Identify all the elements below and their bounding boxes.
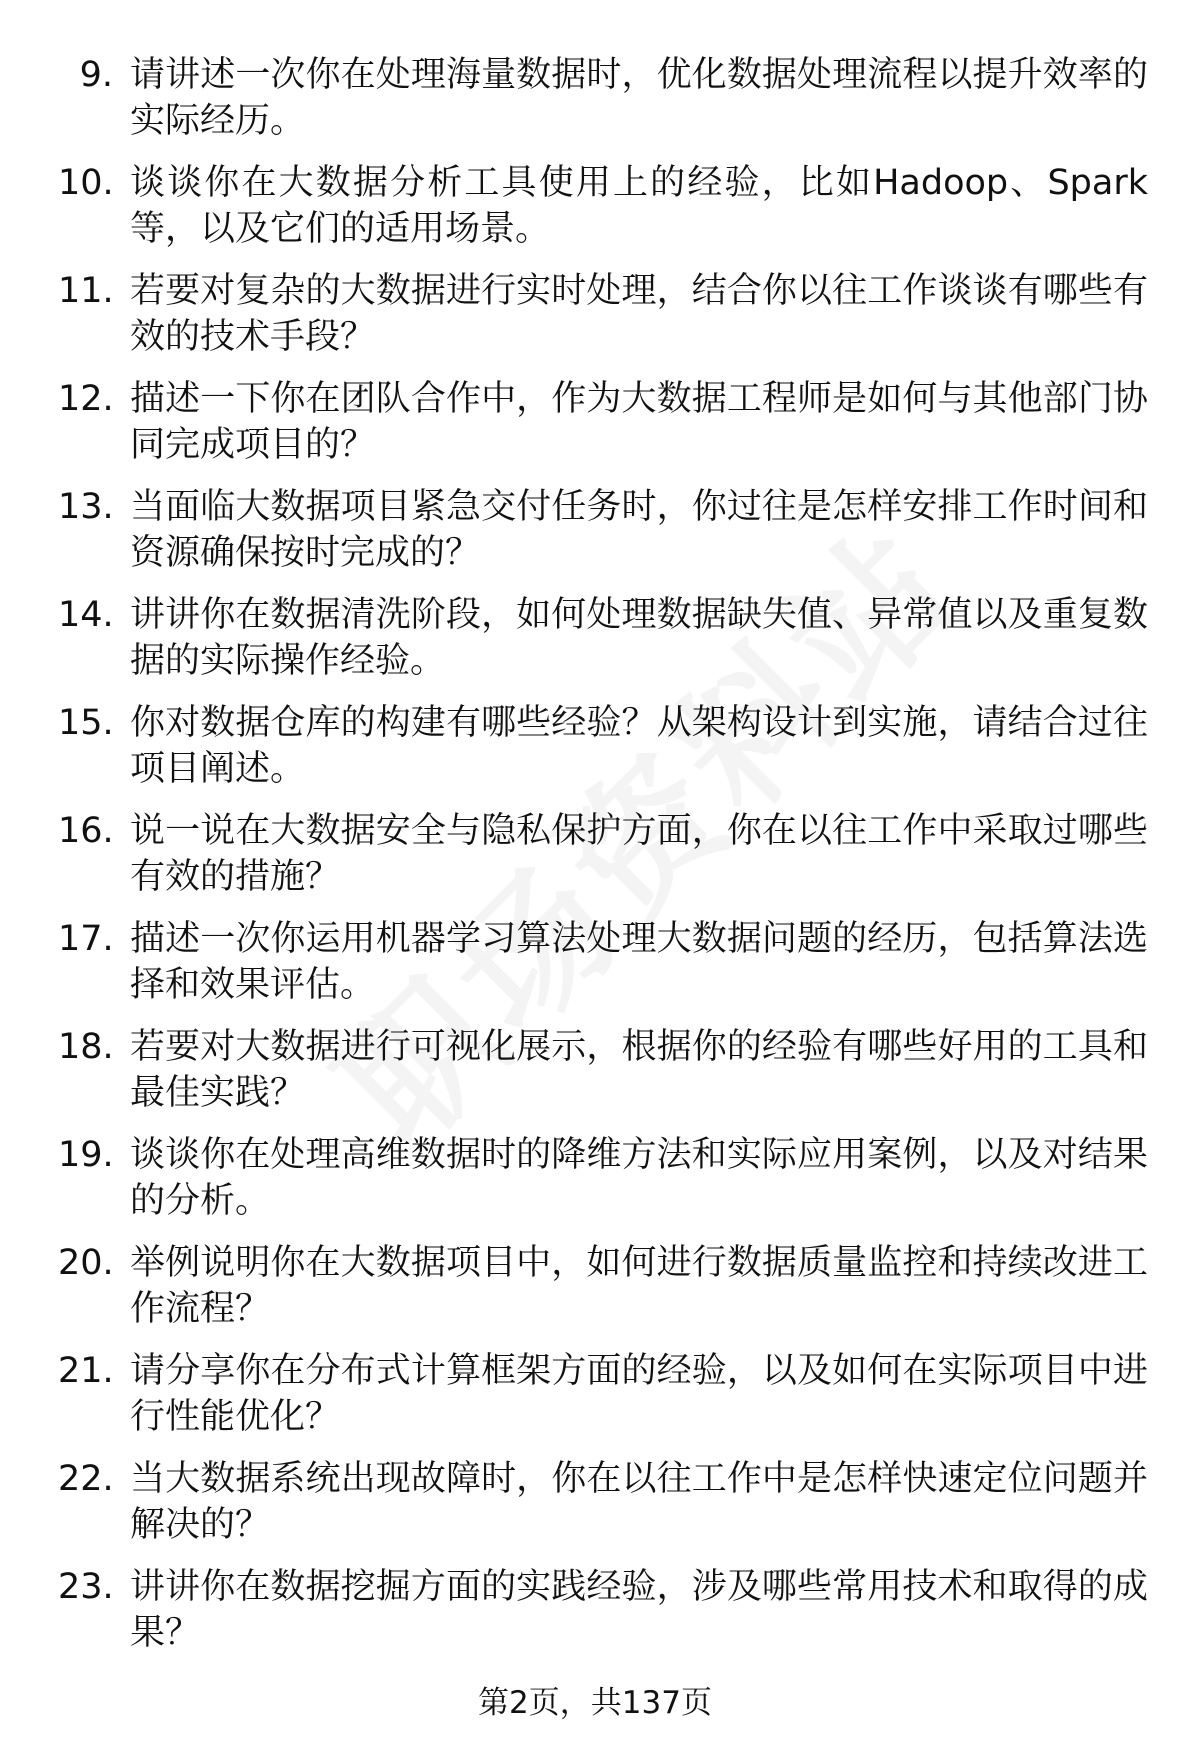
question-item xyxy=(0,1348,1190,1456)
question-number: 22. xyxy=(58,1459,114,1499)
question-text: 讲讲你在数据挖掘方面的实践经验，涉及哪些常用技术和取得的成果？ xyxy=(130,1567,1148,1653)
question-number: 9. xyxy=(79,55,113,95)
question-number: 20. xyxy=(58,1243,114,1283)
question-item xyxy=(0,1132,1190,1240)
question-number: 11. xyxy=(58,271,114,311)
question-text: 描述一次你运用机器学习算法处理大数据问题的经历，包括算法选择和效果评估。 xyxy=(130,919,1148,1005)
question-number: 14. xyxy=(58,595,114,635)
question-number: 19. xyxy=(58,1135,114,1175)
question-item xyxy=(0,268,1190,376)
question-text: 举例说明你在大数据项目中，如何进行数据质量监控和持续改进工作流程？ xyxy=(130,1243,1148,1329)
question-text: 请讲述一次你在处理海量数据时，优化数据处理流程以提升效率的实际经历。 xyxy=(130,55,1148,141)
question-text: 讲讲你在数据清洗阶段，如何处理数据缺失值、异常值以及重复数据的实际操作经验。 xyxy=(130,595,1148,681)
question-item xyxy=(0,916,1190,1024)
question-text: 谈谈你在大数据分析工具使用上的经验，比如Hadoop、Spark等，以及它们的适用场景。 xyxy=(130,163,1148,249)
question-text: 描述一下你在团队合作中，作为大数据工程师是如何与其他部门协同完成项目的？ xyxy=(130,379,1148,465)
question-text: 谈谈你在处理高维数据时的降维方法和实际应用案例，以及对结果的分析。 xyxy=(130,1135,1148,1221)
question-item xyxy=(0,1024,1190,1132)
question-text: 当大数据系统出现故障时，你在以往工作中是怎样快速定位问题并解决的？ xyxy=(130,1459,1148,1545)
question-number: 18. xyxy=(58,1027,114,1067)
question-item xyxy=(0,376,1190,484)
question-number: 10. xyxy=(58,163,114,203)
question-text: 说一说在大数据安全与隐私保护方面，你在以往工作中采取过哪些有效的措施？ xyxy=(130,811,1148,897)
question-item xyxy=(0,160,1190,268)
question-number: 21. xyxy=(58,1351,114,1391)
page-footer: 第2页，共137页 xyxy=(478,1685,712,1721)
question-item xyxy=(0,1240,1190,1348)
question-text: 若要对复杂的大数据进行实时处理，结合你以往工作谈谈有哪些有效的技术手段？ xyxy=(130,271,1148,357)
question-text: 请分享你在分布式计算框架方面的经验，以及如何在实际项目中进行性能优化？ xyxy=(130,1351,1148,1437)
question-item xyxy=(0,1564,1190,1672)
question-text: 若要对大数据进行可视化展示，根据你的经验有哪些好用的工具和最佳实践？ xyxy=(130,1027,1148,1113)
question-list xyxy=(0,52,1190,1672)
question-item xyxy=(0,808,1190,916)
question-number: 16. xyxy=(58,811,114,851)
question-number: 17. xyxy=(58,919,114,959)
question-number: 15. xyxy=(58,703,114,743)
question-number: 23. xyxy=(58,1567,114,1607)
question-item xyxy=(0,1456,1190,1564)
question-item xyxy=(0,52,1190,160)
question-number: 12. xyxy=(58,379,114,419)
question-item xyxy=(0,700,1190,808)
question-item xyxy=(0,592,1190,700)
question-item xyxy=(0,484,1190,592)
question-text: 当面临大数据项目紧急交付任务时，你过往是怎样安排工作时间和资源确保按时完成的？ xyxy=(130,487,1148,573)
question-text: 你对数据仓库的构建有哪些经验？从架构设计到实施，请结合过往项目阐述。 xyxy=(130,703,1148,789)
question-number: 13. xyxy=(58,487,114,527)
